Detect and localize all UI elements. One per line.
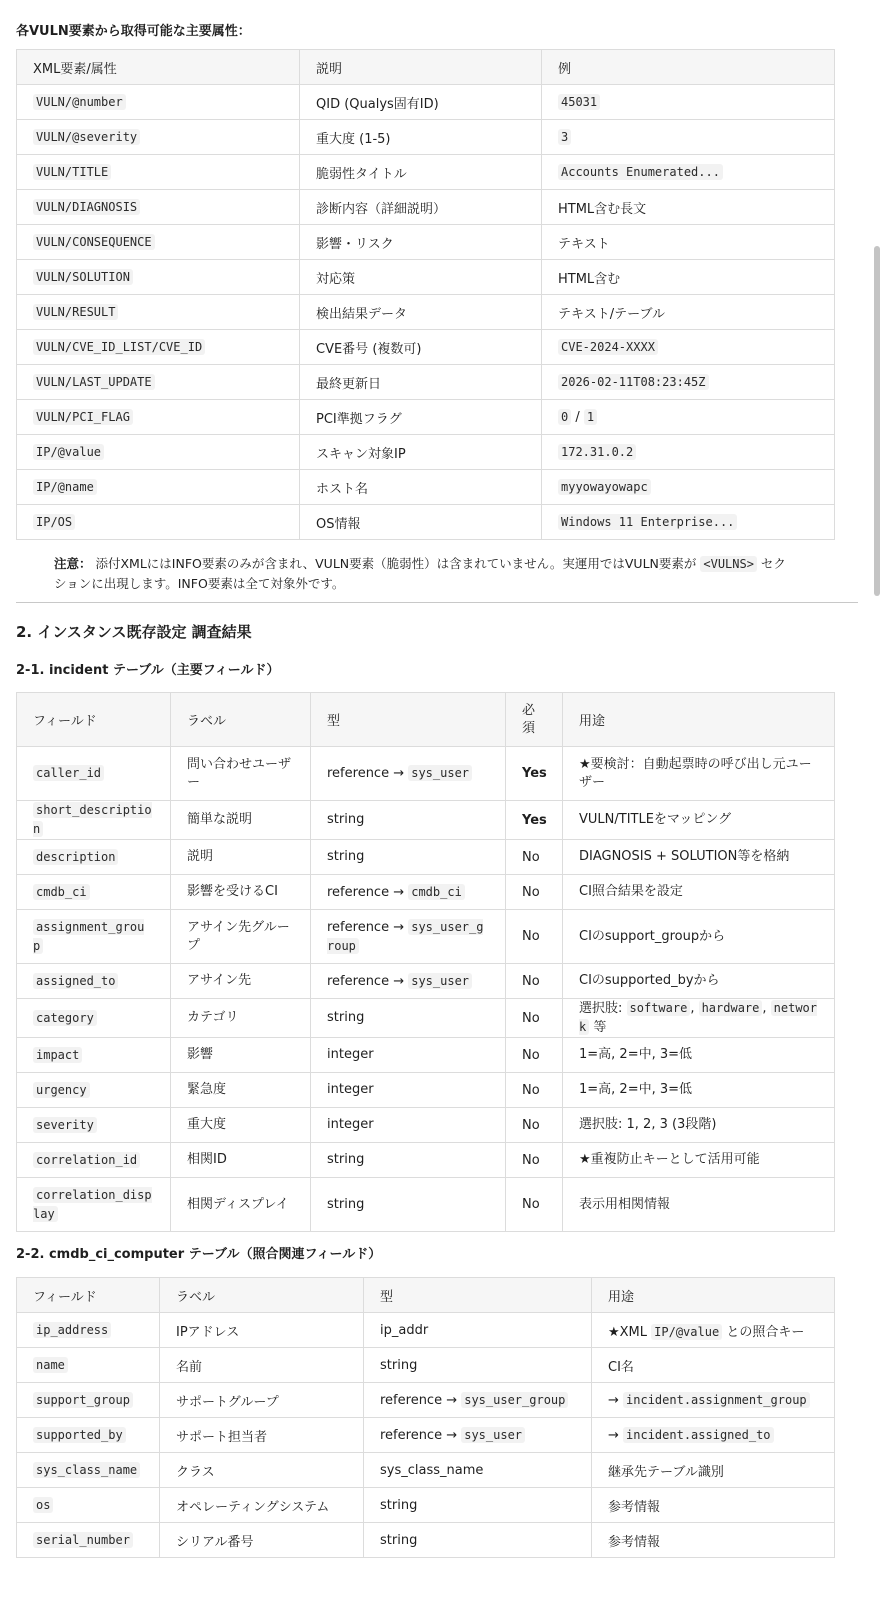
- table-row: [17, 840, 835, 875]
- table-cell: [542, 260, 835, 295]
- xml-path: IP/@value: [33, 444, 104, 460]
- type-text: reference →: [327, 766, 409, 781]
- table-cell: IPアドレス: [160, 1313, 364, 1348]
- type-text: reference →: [327, 919, 409, 935]
- table-cell: 最終更新日: [300, 365, 542, 400]
- table-row: [17, 1488, 835, 1523]
- table-row: [17, 999, 835, 1038]
- example-value: HTML含む: [558, 271, 621, 287]
- table-cell: 問い合わせユーザー: [171, 747, 311, 801]
- table-cell: [311, 1038, 506, 1073]
- vuln-attributes-heading: 各VULN要素から取得可能な主要属性：: [16, 24, 251, 39]
- usage-text: 選択肢: 1, 2, 3 (3段階): [579, 1117, 717, 1132]
- type-reference: sys_user: [461, 1427, 525, 1443]
- table-cell: [563, 747, 835, 801]
- table-cell: [17, 964, 171, 999]
- type-reference: cmdb_ci: [408, 884, 465, 900]
- xml-path: VULN/@severity: [33, 129, 140, 145]
- table-cell: [311, 1073, 506, 1108]
- separator: ,: [762, 1001, 771, 1016]
- table-header-row: [17, 1278, 835, 1313]
- usage-text: CI照合結果を設定: [579, 884, 683, 899]
- table-cell: サポート担当者: [160, 1418, 364, 1453]
- table-cell: スキャン対象IP: [300, 435, 542, 470]
- type-text: reference →: [327, 973, 409, 989]
- table-cell: [17, 1143, 171, 1178]
- column-header: 型: [311, 693, 506, 747]
- usage-text: ★要検討：自動起票時の呼び出し元ユーザー: [579, 756, 812, 790]
- separator: /: [571, 409, 584, 425]
- type-text: reference →: [380, 1427, 462, 1443]
- example-value: 172.31.0.2: [558, 444, 636, 460]
- type-text: integer: [327, 1082, 374, 1097]
- table-row: [17, 470, 835, 505]
- column-header: フィールド: [17, 1278, 160, 1313]
- example-value: テキスト/テーブル: [558, 306, 665, 322]
- table-cell: [592, 1523, 835, 1558]
- field-name: short_description: [33, 803, 152, 836]
- field-name: caller_id: [33, 765, 104, 781]
- field-name: description: [33, 849, 118, 865]
- usage-text: →: [608, 1427, 624, 1443]
- table-cell: [17, 1038, 171, 1073]
- usage-code: incident.assigned_to: [623, 1427, 774, 1443]
- table-row: [17, 1178, 835, 1232]
- xml-path: IP/OS: [33, 514, 75, 530]
- table-cell: [311, 875, 506, 910]
- type-text: reference →: [380, 1392, 462, 1408]
- table-cell: [17, 1348, 160, 1383]
- field-name: urgency: [33, 1082, 90, 1098]
- xml-path: VULN/LAST_UPDATE: [33, 374, 155, 390]
- field-name: assigned_to: [33, 973, 118, 989]
- table-row: [17, 1073, 835, 1108]
- table-cell: ホスト名: [300, 470, 542, 505]
- table-cell: [17, 1523, 160, 1558]
- table-cell: CVE番号 (複数可): [300, 330, 542, 365]
- table-cell: [563, 840, 835, 875]
- table-cell: PCI準拠フラグ: [300, 400, 542, 435]
- table-cell: [542, 120, 835, 155]
- field-name: ip_address: [33, 1322, 111, 1338]
- type-text: ip_addr: [380, 1322, 429, 1338]
- xml-path: VULN/CONSEQUENCE: [33, 234, 155, 250]
- usage-text: 参考情報: [608, 1499, 661, 1515]
- table-cell: [542, 155, 835, 190]
- table-cell: [563, 1178, 835, 1232]
- example-value: Windows 11 Enterprise...: [558, 514, 737, 530]
- table-cell: [17, 1313, 160, 1348]
- table-cell: [542, 470, 835, 505]
- section-title: 2. インスタンス既存設定 調査結果: [16, 623, 252, 641]
- table-cell: カテゴリ: [171, 999, 311, 1038]
- table-cell: [311, 840, 506, 875]
- column-header: 用途: [592, 1278, 835, 1313]
- usage-text: 選択肢:: [579, 1001, 627, 1016]
- table-row: [17, 435, 835, 470]
- table-cell: [17, 1453, 160, 1488]
- table-cell: [542, 225, 835, 260]
- table-cell: [542, 85, 835, 120]
- usage-text: 等: [589, 1020, 607, 1035]
- table-cell: [17, 435, 300, 470]
- table-cell: [17, 400, 300, 435]
- table-cell: [17, 747, 171, 801]
- table-cell: [311, 747, 506, 801]
- example-value: CVE-2024-XXXX: [558, 339, 658, 355]
- table-row: [17, 1143, 835, 1178]
- table-cell: 診断内容（詳細説明）: [300, 190, 542, 225]
- table-cell: [17, 225, 300, 260]
- table-cell: 重大度 (1-5): [300, 120, 542, 155]
- table-cell: [17, 85, 300, 120]
- table-row: [17, 85, 835, 120]
- type-reference: sys_user: [408, 973, 472, 989]
- usage-text: 1=高, 2=中, 3=低: [579, 1082, 693, 1097]
- table-cell: [542, 400, 835, 435]
- table-row: [17, 875, 835, 910]
- table-cell: [17, 1383, 160, 1418]
- table-cell: Yes: [506, 801, 563, 840]
- table-cell: 相関ID: [171, 1143, 311, 1178]
- table-row: [17, 365, 835, 400]
- table-cell: [563, 1108, 835, 1143]
- table-row: [17, 1383, 835, 1418]
- example-value: 2026-02-11T08:23:45Z: [558, 374, 709, 390]
- usage-text: DIAGNOSIS + SOLUTION等を格納: [579, 849, 790, 864]
- table-cell: [17, 260, 300, 295]
- table-cell: [542, 435, 835, 470]
- table-cell: [17, 1108, 171, 1143]
- column-header: 用途: [563, 693, 835, 747]
- table-row: [17, 400, 835, 435]
- note-text: 添付XMLにはINFO要素のみが含まれ、VULN要素（脆弱性）は含まれていません。実運用ではVULN要素が: [91, 556, 701, 571]
- table-cell: [17, 330, 300, 365]
- table-cell: [311, 999, 506, 1038]
- usage-text: CIのsupported_byから: [579, 973, 720, 988]
- table-cell: [592, 1313, 835, 1348]
- table-cell: [364, 1488, 592, 1523]
- table-cell: [311, 1143, 506, 1178]
- usage-code: incident.assignment_group: [623, 1392, 810, 1408]
- example-value: 0: [558, 409, 571, 425]
- table-cell: [17, 840, 171, 875]
- usage-option: software: [627, 1000, 691, 1016]
- type-text: reference →: [327, 884, 409, 900]
- table-cell: [17, 190, 300, 225]
- table-cell: QID (Qualys固有ID): [300, 85, 542, 120]
- type-text: integer: [327, 1047, 374, 1062]
- table-cell: [17, 1178, 171, 1232]
- type-text: sys_class_name: [380, 1462, 484, 1478]
- table-cell: [542, 330, 835, 365]
- section-divider: [16, 602, 858, 603]
- field-name: impact: [33, 1047, 82, 1063]
- table-cell: No: [506, 840, 563, 875]
- table-cell: 名前: [160, 1348, 364, 1383]
- type-text: string: [327, 1196, 365, 1212]
- xml-path: VULN/RESULT: [33, 304, 118, 320]
- usage-text: →: [608, 1392, 624, 1408]
- xml-path: VULN/TITLE: [33, 164, 111, 180]
- type-text: string: [327, 812, 365, 827]
- type-text: string: [380, 1532, 418, 1548]
- usage-text: 継承先テーブル識別: [608, 1464, 724, 1480]
- field-name: category: [33, 1010, 97, 1026]
- table-row: [17, 1108, 835, 1143]
- table-cell: [592, 1348, 835, 1383]
- field-name: sys_class_name: [33, 1462, 140, 1478]
- table-cell: No: [506, 1038, 563, 1073]
- column-header: 必 須: [506, 693, 563, 747]
- table-row: [17, 330, 835, 365]
- table-cell: [542, 190, 835, 225]
- usage-text: 参考情報: [608, 1534, 661, 1550]
- usage-text: VULN/TITLEをマッピング: [579, 812, 732, 827]
- table-cell: [17, 999, 171, 1038]
- xml-path: VULN/SOLUTION: [33, 269, 133, 285]
- xml-path: VULN/CVE_ID_LIST/CVE_ID: [33, 339, 205, 355]
- table-cell: No: [506, 875, 563, 910]
- table-cell: [17, 801, 171, 840]
- table-cell: [364, 1383, 592, 1418]
- table-cell: 対応策: [300, 260, 542, 295]
- table-cell: 緊急度: [171, 1073, 311, 1108]
- xml-path: IP/@name: [33, 479, 97, 495]
- field-name: os: [33, 1497, 53, 1513]
- table-cell: アサイン先: [171, 964, 311, 999]
- column-header: ラベル: [171, 693, 311, 747]
- note-paragraph: [54, 554, 794, 593]
- table-cell: [364, 1418, 592, 1453]
- table-row: [17, 910, 835, 964]
- table-row: [17, 505, 835, 540]
- table-cell: [592, 1383, 835, 1418]
- table-cell: No: [506, 999, 563, 1038]
- column-header: ラベル: [160, 1278, 364, 1313]
- table-cell: [592, 1418, 835, 1453]
- example-value: HTML含む長文: [558, 201, 647, 217]
- table-cell: 簡単な説明: [171, 801, 311, 840]
- table-cell: [17, 1073, 171, 1108]
- table-cell: [17, 875, 171, 910]
- table-cell: [17, 155, 300, 190]
- type-text: integer: [327, 1117, 374, 1132]
- table-cell: 脆弱性タイトル: [300, 155, 542, 190]
- field-name: support_group: [33, 1392, 133, 1408]
- table-cell: [364, 1348, 592, 1383]
- column-header: 型: [364, 1278, 592, 1313]
- table-cell: シリアル番号: [160, 1523, 364, 1558]
- separator: ,: [690, 1001, 699, 1016]
- column-header: XML要素/属性: [17, 50, 300, 85]
- table-cell: [592, 1453, 835, 1488]
- table-row: [17, 1523, 835, 1558]
- usage-option: network: [579, 1001, 817, 1034]
- table-cell: No: [506, 1073, 563, 1108]
- field-name: supported_by: [33, 1427, 126, 1443]
- table-cell: [542, 295, 835, 330]
- table-cell: Yes: [506, 747, 563, 801]
- note-text: セクションに出現します。INFO要素は全て対象外です。: [54, 556, 786, 591]
- table-cell: No: [506, 910, 563, 964]
- example-value: 3: [558, 129, 571, 145]
- example-value: myyowayowapc: [558, 479, 651, 495]
- table-cell: 重大度: [171, 1108, 311, 1143]
- table-cell: サポートグループ: [160, 1383, 364, 1418]
- table-row: [17, 801, 835, 840]
- table-cell: [17, 295, 300, 330]
- table-row: [17, 1313, 835, 1348]
- table-cell: [17, 470, 300, 505]
- table-cell: [17, 910, 171, 964]
- table-cell: [592, 1488, 835, 1523]
- table-cell: [311, 964, 506, 999]
- scrollbar[interactable]: [870, 0, 884, 1614]
- note-label: 注意：: [54, 556, 92, 571]
- example-value: 45031: [558, 94, 600, 110]
- table-row: [17, 1348, 835, 1383]
- usage-text: ★XML: [608, 1324, 652, 1340]
- column-header: 説明: [300, 50, 542, 85]
- vuln-attributes-table: [16, 49, 835, 540]
- table-row: [17, 1453, 835, 1488]
- table-cell: [563, 1038, 835, 1073]
- usage-text: CI名: [608, 1359, 634, 1375]
- cmdb-table-heading: 2-2. cmdb_ci_computer テーブル（照合関連フィールド）: [16, 1247, 382, 1262]
- table-cell: No: [506, 1178, 563, 1232]
- table-cell: [563, 1143, 835, 1178]
- xml-path: VULN/PCI_FLAG: [33, 409, 133, 425]
- example-value: Accounts Enumerated...: [558, 164, 723, 180]
- type-text: string: [327, 849, 365, 864]
- table-cell: [17, 1418, 160, 1453]
- field-name: name: [33, 1357, 68, 1373]
- table-cell: [17, 365, 300, 400]
- table-cell: 影響・リスク: [300, 225, 542, 260]
- table-row: [17, 295, 835, 330]
- column-header: 例: [542, 50, 835, 85]
- table-row: [17, 260, 835, 295]
- table-cell: 影響を受けるCI: [171, 875, 311, 910]
- table-cell: オペレーティングシステム: [160, 1488, 364, 1523]
- table-row: [17, 1038, 835, 1073]
- table-cell: [311, 910, 506, 964]
- incident-fields-table: [16, 692, 835, 1232]
- xml-path: VULN/DIAGNOSIS: [33, 199, 140, 215]
- field-name: assignment_group: [33, 919, 145, 953]
- cmdb-fields-table: [16, 1277, 835, 1558]
- table-cell: クラス: [160, 1453, 364, 1488]
- incident-table-heading: 2-1. incident テーブル（主要フィールド）: [16, 663, 280, 678]
- table-cell: No: [506, 1108, 563, 1143]
- usage-text: ★重複防止キーとして活用可能: [579, 1152, 760, 1167]
- table-cell: [542, 365, 835, 400]
- table-row: [17, 1418, 835, 1453]
- type-reference: sys_user_group: [461, 1392, 568, 1408]
- table-row: [17, 155, 835, 190]
- type-text: string: [327, 1152, 365, 1167]
- table-cell: 説明: [171, 840, 311, 875]
- scrollbar-thumb[interactable]: [874, 246, 880, 596]
- usage-text: 1=高, 2=中, 3=低: [579, 1047, 693, 1062]
- example-value: 1: [584, 409, 597, 425]
- table-cell: 相関ディスプレイ: [171, 1178, 311, 1232]
- table-cell: [364, 1453, 592, 1488]
- table-row: [17, 964, 835, 999]
- field-name: correlation_display: [33, 1187, 152, 1221]
- table-cell: [364, 1313, 592, 1348]
- table-cell: [17, 120, 300, 155]
- table-cell: [542, 505, 835, 540]
- table-cell: 影響: [171, 1038, 311, 1073]
- table-cell: アサイン先グループ: [171, 910, 311, 964]
- field-name: serial_number: [33, 1532, 133, 1548]
- type-reference: sys_user: [408, 765, 472, 781]
- field-name: severity: [33, 1117, 97, 1133]
- usage-text: CIのsupport_groupから: [579, 928, 726, 944]
- usage-option: hardware: [699, 1000, 763, 1016]
- column-header: フィールド: [17, 693, 171, 747]
- table-cell: [17, 1488, 160, 1523]
- table-cell: 検出結果データ: [300, 295, 542, 330]
- table-header-row: [17, 50, 835, 85]
- table-cell: [563, 999, 835, 1038]
- usage-text: 表示用相関情報: [579, 1196, 671, 1212]
- type-text: string: [327, 1010, 365, 1025]
- table-row: [17, 120, 835, 155]
- table-row: [17, 225, 835, 260]
- table-cell: No: [506, 964, 563, 999]
- table-cell: [563, 875, 835, 910]
- type-text: string: [380, 1357, 418, 1373]
- type-text: string: [380, 1497, 418, 1513]
- table-row: [17, 190, 835, 225]
- field-name: correlation_id: [33, 1152, 140, 1168]
- xml-path: VULN/@number: [33, 94, 126, 110]
- table-cell: [17, 505, 300, 540]
- type-reference: sys_user_group: [327, 919, 484, 953]
- example-value: テキスト: [558, 236, 610, 252]
- usage-text: との照合キー: [722, 1324, 805, 1340]
- table-cell: No: [506, 1143, 563, 1178]
- table-cell: [364, 1523, 592, 1558]
- table-cell: [311, 801, 506, 840]
- table-cell: [563, 801, 835, 840]
- inline-code: <VULNS>: [700, 556, 757, 572]
- table-cell: [311, 1108, 506, 1143]
- table-cell: [311, 1178, 506, 1232]
- table-cell: OS情報: [300, 505, 542, 540]
- usage-code: IP/@value: [651, 1324, 722, 1340]
- table-row: [17, 747, 835, 801]
- table-header-row: [17, 693, 835, 747]
- table-cell: [563, 910, 835, 964]
- table-cell: [563, 1073, 835, 1108]
- table-cell: [563, 964, 835, 999]
- field-name: cmdb_ci: [33, 884, 90, 900]
